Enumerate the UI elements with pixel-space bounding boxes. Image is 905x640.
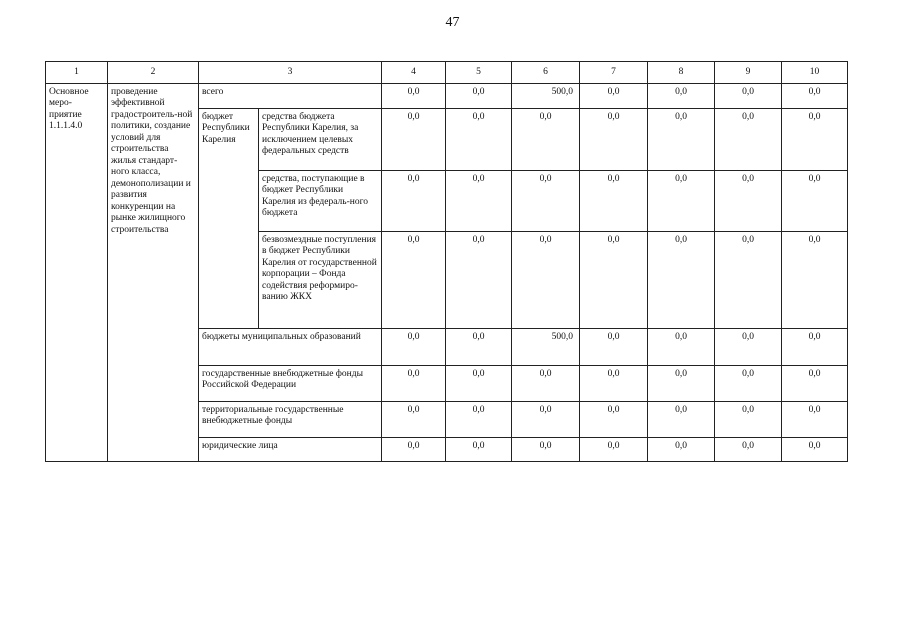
- value-cell: 0,0: [512, 401, 580, 437]
- row-label: средства, поступающие в бюджет Республики Карелия из федераль-ного бюджета: [259, 170, 382, 231]
- value-cell: 0,0: [446, 231, 512, 328]
- value-cell: 0,0: [580, 108, 648, 170]
- header-cell: 3: [199, 62, 382, 84]
- value-cell: 0,0: [782, 437, 848, 461]
- value-cell: 0,0: [715, 231, 782, 328]
- row-label: юридические лица: [199, 437, 382, 461]
- row-label: всего: [199, 83, 382, 108]
- row-label: средства бюджета Республики Карелия, за исключением целевых федеральных средств: [259, 108, 382, 170]
- value-cell: 0,0: [580, 231, 648, 328]
- row-label: безвозмездные поступления в бюджет Республики Карелия от государственной корпорации – Фонда содействия реформиро-ванию ЖКХ: [259, 231, 382, 328]
- header-cell: 5: [446, 62, 512, 84]
- value-cell: 0,0: [782, 83, 848, 108]
- value-cell: 0,0: [648, 108, 715, 170]
- value-cell: 0,0: [382, 170, 446, 231]
- value-cell: 0,0: [782, 108, 848, 170]
- value-cell: 0,0: [580, 83, 648, 108]
- value-cell: 0,0: [648, 231, 715, 328]
- row-label: государственные внебюджетные фонды Российской Федерации: [199, 365, 382, 401]
- header-cell: 8: [648, 62, 715, 84]
- value-cell: 0,0: [512, 170, 580, 231]
- value-cell: 0,0: [648, 328, 715, 365]
- header-cell: 9: [715, 62, 782, 84]
- value-cell: 0,0: [446, 437, 512, 461]
- value-cell: 0,0: [446, 108, 512, 170]
- value-cell: 0,0: [580, 328, 648, 365]
- value-cell: 0,0: [512, 231, 580, 328]
- value-cell: 0,0: [382, 401, 446, 437]
- value-cell: 0,0: [382, 108, 446, 170]
- value-cell: 0,0: [382, 365, 446, 401]
- value-cell: 0,0: [782, 231, 848, 328]
- value-cell: 0,0: [580, 437, 648, 461]
- value-cell: 0,0: [648, 365, 715, 401]
- header-cell: 4: [382, 62, 446, 84]
- value-cell: 0,0: [580, 365, 648, 401]
- value-cell: 0,0: [446, 83, 512, 108]
- value-cell: 0,0: [715, 365, 782, 401]
- value-cell: 0,0: [782, 401, 848, 437]
- budget-rk-label: бюджет Республики Карелия: [199, 108, 259, 328]
- value-cell: 0,0: [715, 108, 782, 170]
- header-cell: 1: [46, 62, 108, 84]
- value-cell: 0,0: [382, 328, 446, 365]
- value-cell: 0,0: [580, 401, 648, 437]
- value-cell: 0,0: [715, 170, 782, 231]
- header-cell: 6: [512, 62, 580, 84]
- value-cell: 500,0: [512, 328, 580, 365]
- value-cell: 0,0: [446, 365, 512, 401]
- value-cell: 500,0: [512, 83, 580, 108]
- row-label: территориальные государственные внебюджетные фонды: [199, 401, 382, 437]
- value-cell: 0,0: [580, 170, 648, 231]
- value-cell: 0,0: [446, 401, 512, 437]
- header-cell: 10: [782, 62, 848, 84]
- value-cell: 0,0: [715, 83, 782, 108]
- value-cell: 0,0: [715, 401, 782, 437]
- value-cell: 0,0: [782, 170, 848, 231]
- value-cell: 0,0: [782, 365, 848, 401]
- value-cell: 0,0: [648, 401, 715, 437]
- value-cell: 0,0: [446, 328, 512, 365]
- table-row: [46, 83, 848, 108]
- value-cell: 0,0: [382, 83, 446, 108]
- value-cell: 0,0: [648, 83, 715, 108]
- value-cell: 0,0: [512, 437, 580, 461]
- measure-code-cell: Основное меро-приятие 1.1.1.4.0: [46, 83, 108, 461]
- value-cell: 0,0: [782, 328, 848, 365]
- value-cell: 0,0: [648, 170, 715, 231]
- value-cell: 0,0: [382, 437, 446, 461]
- value-cell: 0,0: [512, 108, 580, 170]
- value-cell: 0,0: [512, 365, 580, 401]
- row-label: бюджеты муниципальных образований: [199, 328, 382, 365]
- funding-table: [45, 61, 848, 462]
- value-cell: 0,0: [715, 328, 782, 365]
- value-cell: 0,0: [382, 231, 446, 328]
- page-number: 47: [445, 15, 460, 30]
- value-cell: 0,0: [648, 437, 715, 461]
- header-cell: 2: [108, 62, 199, 84]
- header-row: [46, 62, 848, 84]
- measure-description-cell: проведение эффективной градостроитель-ной политики, создание условий для строительства жилья стандарт-ного класса, демонополизации и развития конкуренции на рынке жилищного строительства: [108, 83, 199, 461]
- value-cell: 0,0: [446, 170, 512, 231]
- value-cell: 0,0: [715, 437, 782, 461]
- header-cell: 7: [580, 62, 648, 84]
